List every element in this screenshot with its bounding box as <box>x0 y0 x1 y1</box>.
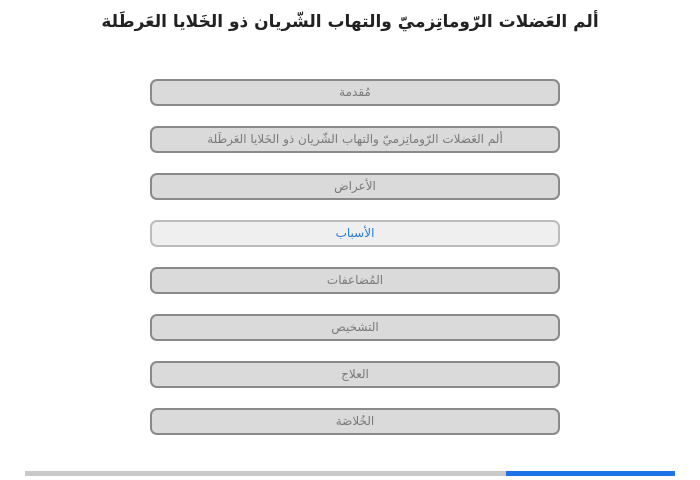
menu-button-summary[interactable]: الخُلاصَة <box>150 408 560 435</box>
menu-button-diagnosis[interactable]: التشخيص <box>150 314 560 341</box>
menu-button-disease[interactable]: ألم العَضلات الرّوماتِزميّ والتهاب الشّريان ذو الخَلايا العَرطَلة <box>150 126 560 153</box>
menu-button-causes[interactable]: الأسباب <box>150 220 560 247</box>
progress-bar-fill <box>506 471 675 476</box>
page-title: ألم العَضلات الرّوماتِزميّ والتهاب الشّريان ذو الخَلايا العَرطَلة <box>101 12 599 32</box>
menu-button-treatment[interactable]: العلاج <box>150 361 560 388</box>
section-menu <box>150 79 560 455</box>
menu-button-complications[interactable]: المُضاعفات <box>150 267 560 294</box>
menu-button-intro[interactable]: مُقدمة <box>150 79 560 106</box>
menu-button-symptoms[interactable]: الأعراض <box>150 173 560 200</box>
progress-bar <box>25 471 675 476</box>
